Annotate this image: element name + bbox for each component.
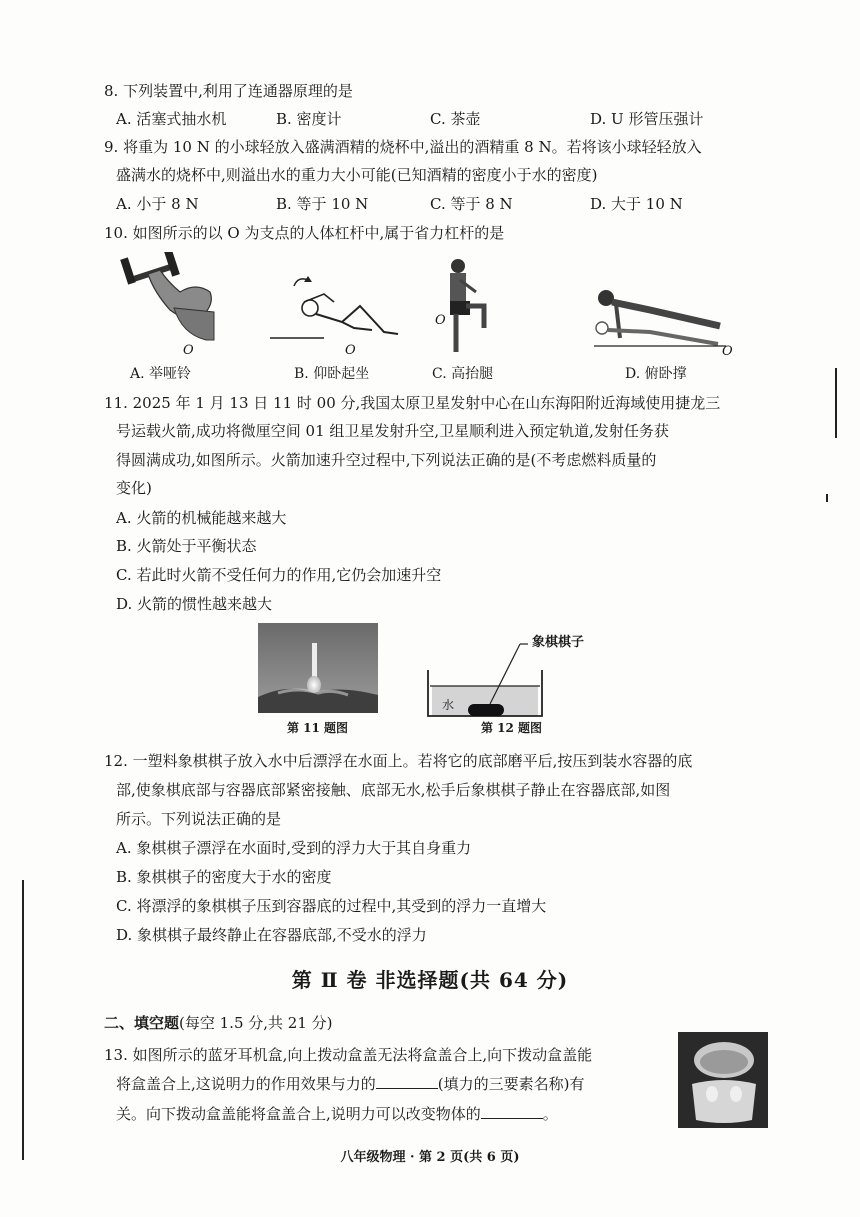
fig12-caption: 第 12 题图 bbox=[481, 721, 543, 735]
q13-line3 bbox=[116, 1103, 558, 1125]
q11-option-b: B. 火箭处于平衡状态 bbox=[116, 537, 257, 555]
fig-a-pivot-label: O bbox=[183, 343, 194, 358]
q11-stem-line4: 变化) bbox=[116, 479, 152, 497]
q13-line2 bbox=[116, 1073, 585, 1095]
q13-line2-after-blank: (填力的三要素名称)有 bbox=[437, 1075, 585, 1093]
part-2-heading bbox=[104, 1012, 333, 1034]
q13-line1: 13. 如图所示的蓝牙耳机盒,向上拨动盒盖无法将盒盖合上,向下拨动盒盖能 bbox=[104, 1046, 593, 1064]
q9-stem-line1: 9. 将重为 10 N 的小球轻放入盛满酒精的烧杯中,溢出的酒精重 8 N。若将该小球轻轻放入 bbox=[104, 138, 702, 156]
q11-option-a: A. 火箭的机械能越来越大 bbox=[116, 509, 287, 527]
q8-option-b: B. 密度计 bbox=[276, 110, 342, 128]
q12-stem-line3: 所示。下列说法正确的是 bbox=[116, 810, 282, 828]
figure-dumbbell-arm bbox=[118, 252, 218, 344]
q9-option-b: B. 等于 10 N bbox=[276, 195, 369, 213]
q12-stem-line1: 12. 一塑料象棋棋子放入水中后漂浮在水面上。若将它的底部磨平后,按压到装水容器的底 bbox=[104, 752, 693, 770]
q12-option-d: D. 象棋棋子最终静止在容器底部,不受水的浮力 bbox=[116, 926, 427, 944]
section-2-title: 第 Ⅱ 卷 非选择题(共 64 分) bbox=[291, 968, 569, 992]
scan-edge-mark-left bbox=[22, 880, 24, 1160]
figure-pushup bbox=[590, 286, 730, 352]
q9-option-a: A. 小于 8 N bbox=[116, 195, 199, 213]
q8-option-a: A. 活塞式抽水机 bbox=[116, 110, 227, 128]
q11-stem-line2: 号运载火箭,成功将微厘空间 01 组卫星发射升空,卫星顺利进入预定轨道,发射任务获 bbox=[116, 422, 669, 440]
q10-option-b: B. 仰卧起坐 bbox=[294, 366, 370, 382]
figure-high-knee bbox=[440, 256, 500, 356]
q9-option-c: C. 等于 8 N bbox=[430, 195, 513, 213]
figure-chess-piece-container bbox=[420, 630, 550, 720]
scan-edge-mark-right bbox=[835, 368, 837, 438]
figure-situp bbox=[264, 272, 404, 347]
q8-option-c: C. 茶壶 bbox=[430, 110, 481, 128]
scan-edge-mark-right-small bbox=[826, 494, 828, 502]
q13-line3-before-blank: 关。向下拨动盒盖能将盒盖合上,说明力可以改变物体的 bbox=[116, 1105, 481, 1123]
fig-d-pivot-label: O bbox=[722, 344, 733, 359]
page-footer: 八年级物理 · 第 2 页(共 6 页) bbox=[340, 1150, 520, 1165]
q9-stem-line2: 盛满水的烧杯中,则溢出水的重力大小可能(已知酒精的密度小于水的密度) bbox=[116, 166, 598, 184]
part-2-heading-note: (每空 1.5 分,共 21 分) bbox=[179, 1014, 333, 1032]
q10-stem: 10. 如图所示的以 O 为支点的人体杠杆中,属于省力杠杆的是 bbox=[104, 224, 505, 242]
figure-rocket-launch-photo bbox=[258, 623, 378, 713]
q10-option-a: A. 举哑铃 bbox=[130, 366, 192, 382]
part-2-heading-text: 二、填空题 bbox=[104, 1014, 180, 1032]
fig12-piece-label: 象棋棋子 bbox=[532, 635, 585, 650]
q9-option-d: D. 大于 10 N bbox=[590, 195, 683, 213]
q11-stem-line3: 得圆满成功,如图所示。火箭加速升空过程中,下列说法正确的是(不考虑燃料质量的 bbox=[116, 451, 657, 469]
q11-stem-line1: 11. 2025 年 1 月 13 日 11 时 00 分,我国太原卫星发射中心在山东海阳附近海域使用捷龙三 bbox=[104, 394, 721, 412]
q8-option-d: D. U 形管压强计 bbox=[590, 110, 704, 128]
q13-blank-1[interactable] bbox=[376, 1074, 438, 1089]
q13-blank-2[interactable] bbox=[481, 1104, 543, 1119]
fig12-water-label: 水 bbox=[442, 698, 455, 712]
q12-option-a: A. 象棋棋子漂浮在水面时,受到的浮力大于其自身重力 bbox=[116, 839, 472, 857]
q13-line3-after-blank: 。 bbox=[542, 1105, 558, 1123]
figure-earbud-case-photo bbox=[678, 1032, 768, 1128]
q11-option-c: C. 若此时火箭不受任何力的作用,它仍会加速升空 bbox=[116, 566, 442, 584]
q13-line2-before-blank: 将盒盖合上,这说明力的作用效果与力的 bbox=[116, 1075, 376, 1093]
q12-stem-line2: 部,使象棋底部与容器底部紧密接触、底部无水,松手后象棋棋子静止在容器底部,如图 bbox=[116, 781, 671, 799]
fig11-caption: 第 11 题图 bbox=[287, 721, 349, 735]
fig-b-pivot-label: O bbox=[345, 343, 356, 358]
q11-option-d: D. 火箭的惯性越来越大 bbox=[116, 595, 273, 613]
fig-c-pivot-label: O bbox=[435, 313, 446, 328]
q10-option-c: C. 高抬腿 bbox=[432, 366, 494, 382]
q12-option-c: C. 将漂浮的象棋棋子压到容器底的过程中,其受到的浮力一直增大 bbox=[116, 897, 547, 915]
q12-option-b: B. 象棋棋子的密度大于水的密度 bbox=[116, 868, 332, 886]
q8-stem: 8. 下列装置中,利用了连通器原理的是 bbox=[104, 82, 353, 100]
q10-option-d: D. 俯卧撑 bbox=[625, 366, 687, 382]
